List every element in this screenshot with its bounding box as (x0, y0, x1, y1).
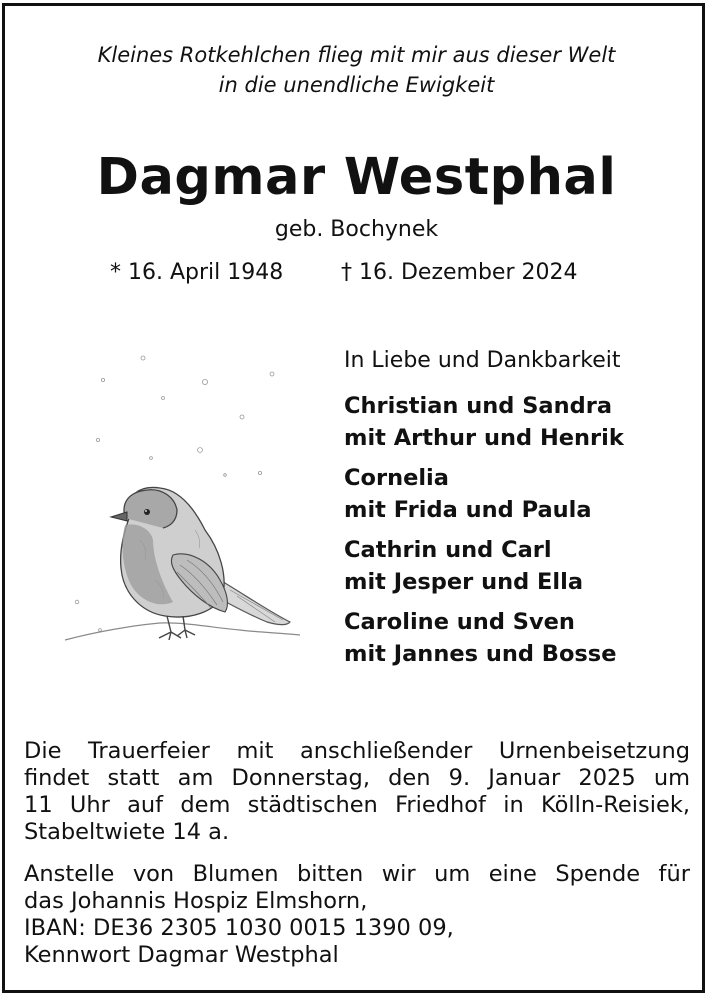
family-line: mit Jannes und Bosse (344, 641, 617, 667)
mourners-list (344, 344, 694, 678)
ceremony-details (24, 738, 690, 846)
ceremony-line-3: 11 Uhr auf dem städtischen Friedhof in Kölln-Reisiek, (24, 792, 690, 818)
mourners-intro: In Liebe und Dankbarkeit (344, 348, 621, 373)
donation-line-1: Anstelle von Blumen bitten wir um eine Spende für (24, 861, 690, 887)
ceremony-line-1: Die Trauerfeier mit anschließender Urnenbeisetzung (24, 738, 690, 764)
family-group-4 (344, 606, 694, 670)
death-date: † 16. Dezember 2024 (341, 260, 578, 285)
deceased-name: Dagmar Westphal (96, 148, 617, 207)
ceremony-line-4: Stabeltwiete 14 a. (24, 819, 230, 845)
family-line: mit Jesper und Ella (344, 569, 584, 595)
family-line: mit Arthur und Henrik (344, 425, 624, 451)
ceremony-line-2: findet statt am Donnerstag, den 9. Januar 2025 um (24, 765, 690, 791)
robin-drawing-icon (55, 340, 305, 650)
family-line: Cathrin und Carl (344, 537, 552, 563)
quote-line-1: Kleines Rotkehlchen flieg mit mir aus dieser Welt (97, 43, 616, 67)
family-line: mit Frida und Paula (344, 497, 592, 523)
quote-line-2: in die unendliche Ewigkeit (218, 73, 495, 97)
memorial-quote (0, 40, 713, 100)
family-group-2 (344, 462, 694, 526)
family-group-1 (344, 390, 694, 454)
family-line: Cornelia (344, 465, 449, 491)
family-line: Christian und Sandra (344, 393, 613, 419)
donation-keyword: Kennwort Dagmar Westphal (24, 942, 339, 968)
donation-iban: IBAN: DE36 2305 1030 0015 1390 09, (24, 915, 454, 941)
family-group-3 (344, 534, 694, 598)
maiden-name: geb. Bochynek (274, 217, 439, 242)
donation-request (24, 861, 690, 969)
birth-date: * 16. April 1948 (110, 260, 284, 285)
family-line: Caroline und Sven (344, 609, 575, 635)
donation-line-2: das Johannis Hospiz Elmshorn, (24, 888, 368, 914)
